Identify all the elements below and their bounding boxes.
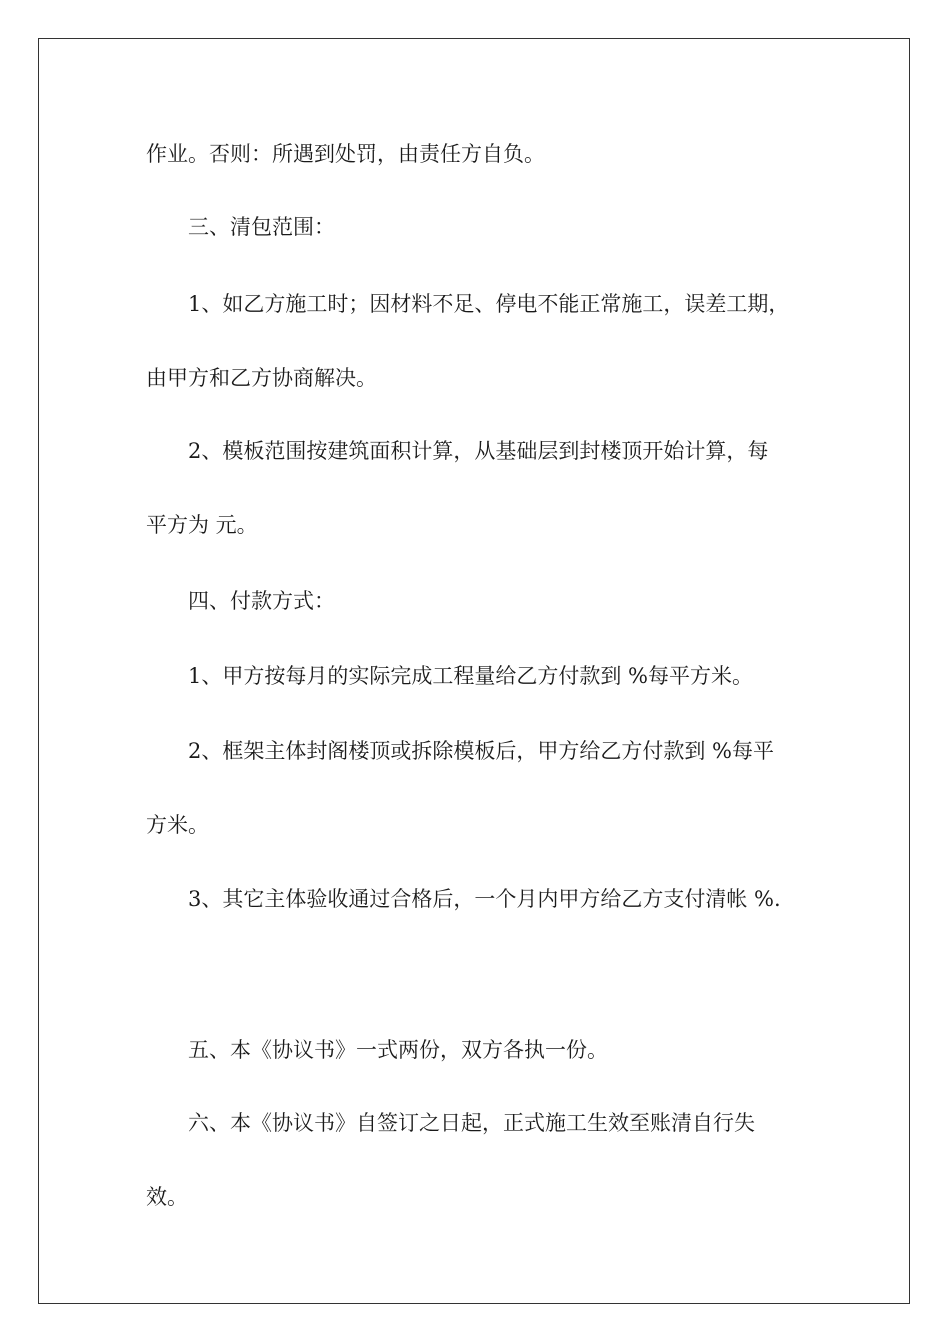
text-line: 2、框架主体封阁楼顶或拆除模板后，甲方给乙方付款到 %每平	[188, 739, 774, 763]
section-heading: 四、付款方式：	[188, 589, 335, 613]
text-line: 方米。	[146, 813, 209, 837]
text-line: 由甲方和乙方协商解决。	[146, 366, 377, 390]
text-line: 平方为 元。	[146, 513, 258, 537]
text-line: 效。	[146, 1185, 188, 1209]
text-line: 1、如乙方施工时；因材料不足、停电不能正常施工，误差工期，	[188, 292, 790, 316]
section-heading: 三、清包范围：	[188, 215, 335, 239]
section-heading: 五、本《协议书》一式两份，双方各执一份。	[188, 1038, 608, 1062]
text-line: 作业。否则：所遇到处罚，由责任方自负。	[146, 142, 545, 166]
section-heading: 六、本《协议书》自签订之日起，正式施工生效至账清自行失	[188, 1111, 755, 1135]
text-line: 2、模板范围按建筑面积计算，从基础层到封楼顶开始计算，每	[188, 439, 769, 463]
text-line: 1、甲方按每月的实际完成工程量给乙方付款到 %每平方米。	[188, 664, 753, 688]
text-line: 3、其它主体验收通过合格后，一个月内甲方给乙方支付清帐 %.	[188, 887, 781, 911]
